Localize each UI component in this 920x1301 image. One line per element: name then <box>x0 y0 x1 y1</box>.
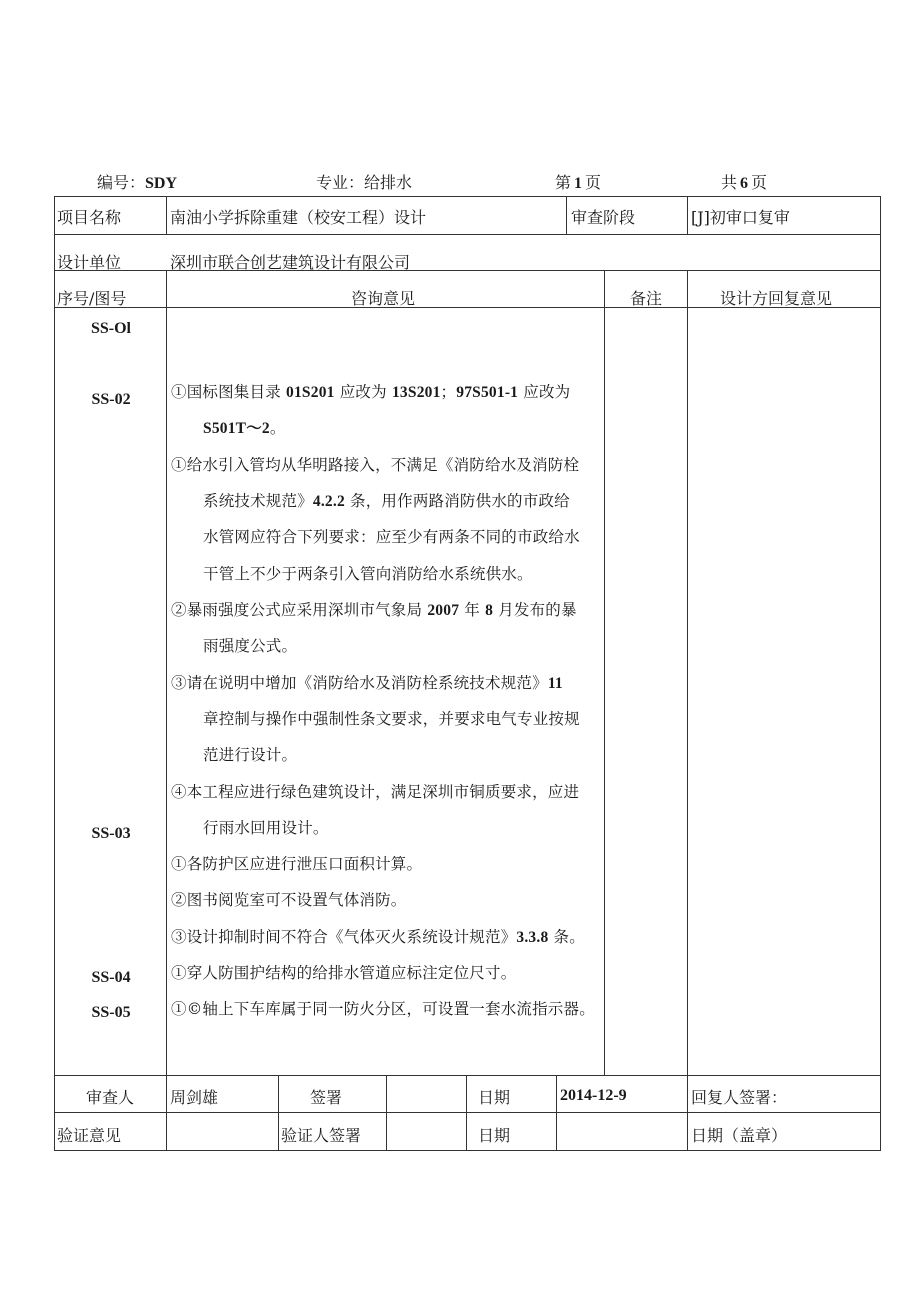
review-stage-value: [J]初审口复审 <box>691 208 790 227</box>
reviewer-label: 审查人 <box>86 1088 135 1107</box>
opinion-line: 章控制与操作中强制性条文要求，并要求电气专业按规 <box>203 710 580 728</box>
signature-label: 签署 <box>310 1088 343 1107</box>
col-header-remark: 备注 <box>630 289 663 308</box>
opinion-line: ②图书阅览室可不设置气体消防。 <box>171 891 407 909</box>
reviewer-name: 周剑雄 <box>170 1088 219 1107</box>
opinion-line: 行雨水回用设计。 <box>203 819 329 837</box>
design-unit: 深圳市联合创艺建筑设计有限公司 <box>170 253 411 272</box>
verify-label: 验证意见 <box>57 1126 122 1145</box>
opinion-line: S501T～2。 <box>203 419 286 437</box>
date-label: 日期 <box>478 1088 511 1107</box>
page-total: 共 6 页 <box>721 173 768 192</box>
doc-major: 专业：给排水 <box>316 173 413 192</box>
opinion-line: ①给水引入管均从华明路接入，不满足《消防给水及消防栓 <box>171 456 580 474</box>
opinion-line: ①©轴上下车库属于同一防火分区，可设置一套水流指示器。 <box>171 1000 595 1018</box>
date-seal-label: 日期（盖章） <box>691 1126 788 1145</box>
opinion-line: ④本工程应进行绿色建筑设计，满足深圳市铜质要求，应进 <box>171 783 580 801</box>
opinion-line: ①国标图集目录 01S201 应改为 13S201；97S501-1 应改为 <box>171 383 571 401</box>
project-name: 南油小学拆除重建（校安工程）设计 <box>170 208 427 227</box>
opinion-line: 水管网应符合下列要求：应至少有两条不同的市政给水 <box>203 528 580 546</box>
review-stage-label: 审查阶段 <box>571 208 636 227</box>
col-header-reply: 设计方回复意见 <box>720 289 833 308</box>
opinion-line: ①各防护区应进行泄压口面积计算。 <box>171 855 423 873</box>
verifier-sign-label: 验证人签署 <box>281 1126 362 1145</box>
opinion-line: ③请在说明中增加《消防给水及消防栓系统技术规范》11 <box>171 674 563 692</box>
reply-sign-label: 回复人签署： <box>691 1088 788 1107</box>
date-label-2: 日期 <box>478 1126 511 1145</box>
opinion-line: ②暴雨强度公式应采用深圳市气象局 2007 年 8 月发布的暴 <box>171 601 577 619</box>
project-name-label: 项目名称 <box>57 208 122 227</box>
review-date: 2014-12-9 <box>560 1087 627 1104</box>
col-header-no: 序号/图号 <box>57 289 127 308</box>
opinion-line: 干管上不少于两条引入管向消防给水系统供水。 <box>203 565 533 583</box>
drawing-id: SS-02 <box>91 391 131 408</box>
doc-code: 编号：SDY <box>97 173 178 192</box>
col-header-opinion: 咨询意见 <box>351 289 416 308</box>
drawing-id: SS-Ol <box>90 320 131 337</box>
opinion-line: 范进行设计。 <box>203 746 298 764</box>
drawing-id: SS-03 <box>91 825 131 842</box>
drawing-id: SS-05 <box>91 1004 131 1021</box>
opinion-line: 雨强度公式。 <box>203 637 298 655</box>
opinion-line: ①穿人防围护结构的给排水管道应标注定位尺寸。 <box>171 964 517 982</box>
drawing-id: SS-04 <box>91 969 131 986</box>
opinion-line: ③设计抑制时间不符合《气体灭火系统设计规范》3.3.8 条。 <box>171 928 585 946</box>
opinion-line: 系统技术规范》4.2.2 条，用作两路消防供水的市政给 <box>203 492 570 510</box>
page-number: 第 1 页 <box>555 173 602 192</box>
design-unit-label: 设计单位 <box>57 253 122 272</box>
